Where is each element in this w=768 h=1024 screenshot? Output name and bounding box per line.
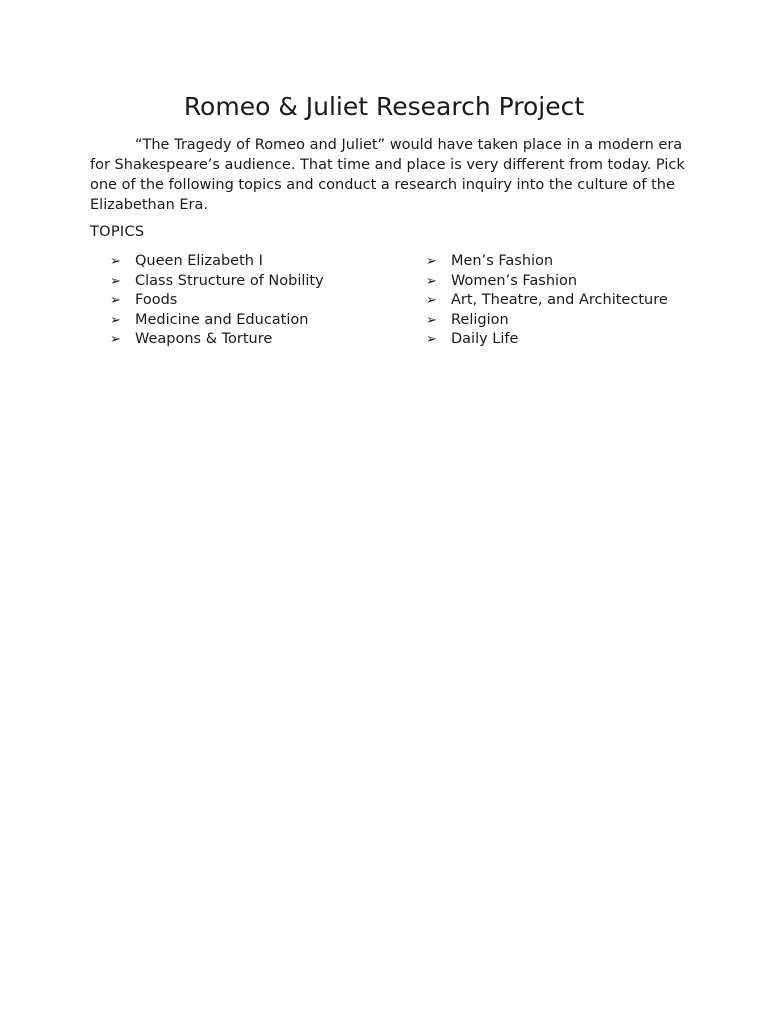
list-item xyxy=(110,330,324,350)
arrowhead-bullet-icon: ➢ xyxy=(110,273,121,289)
topic-list-left xyxy=(110,252,324,350)
topic-list-right xyxy=(426,252,668,350)
topic-label: Class Structure of Nobility xyxy=(135,272,324,289)
arrowhead-bullet-icon: ➢ xyxy=(426,273,437,289)
list-item xyxy=(426,272,668,292)
arrowhead-bullet-icon: ➢ xyxy=(110,254,121,269)
list-item xyxy=(110,272,324,292)
arrowhead-bullet-icon: ➢ xyxy=(110,332,121,347)
topic-label: Queen Elizabeth I xyxy=(135,253,263,269)
topic-label: Men’s Fashion xyxy=(451,253,554,269)
arrowhead-bullet-icon: ➢ xyxy=(426,254,437,269)
arrowhead-bullet-icon: ➢ xyxy=(426,332,437,347)
arrowhead-bullet-icon: ➢ xyxy=(110,293,121,308)
list-item xyxy=(426,291,668,311)
topics-heading: TOPICS xyxy=(90,224,145,240)
list-item xyxy=(426,252,668,272)
arrowhead-bullet-icon: ➢ xyxy=(426,293,437,308)
intro-paragraph: “The Tragedy of Romeo and Juliet” would have taken place in a modern era for Shakespeare’s audience. That time and place is very different from today. Pick one of the following topics and conduct a research inquiry into the culture of the Elizabethan Era. xyxy=(90,137,685,213)
list-item xyxy=(110,311,324,331)
topic-label: Women’s Fashion xyxy=(451,272,578,289)
arrowhead-bullet-icon: ➢ xyxy=(110,312,121,328)
topic-label: Foods xyxy=(135,292,178,308)
topic-label: Weapons & Torture xyxy=(135,331,273,347)
list-item xyxy=(110,252,324,272)
list-item xyxy=(426,330,668,350)
arrowhead-bullet-icon: ➢ xyxy=(426,312,437,328)
page-title: Romeo & Juliet Research Project xyxy=(183,92,585,121)
list-item xyxy=(110,291,324,311)
list-item xyxy=(426,311,668,331)
topic-label: Religion xyxy=(451,311,509,328)
topic-label: Medicine and Education xyxy=(135,311,309,328)
topic-label: Art, Theatre, and Architecture xyxy=(451,292,668,308)
topic-label: Daily Life xyxy=(451,331,519,347)
